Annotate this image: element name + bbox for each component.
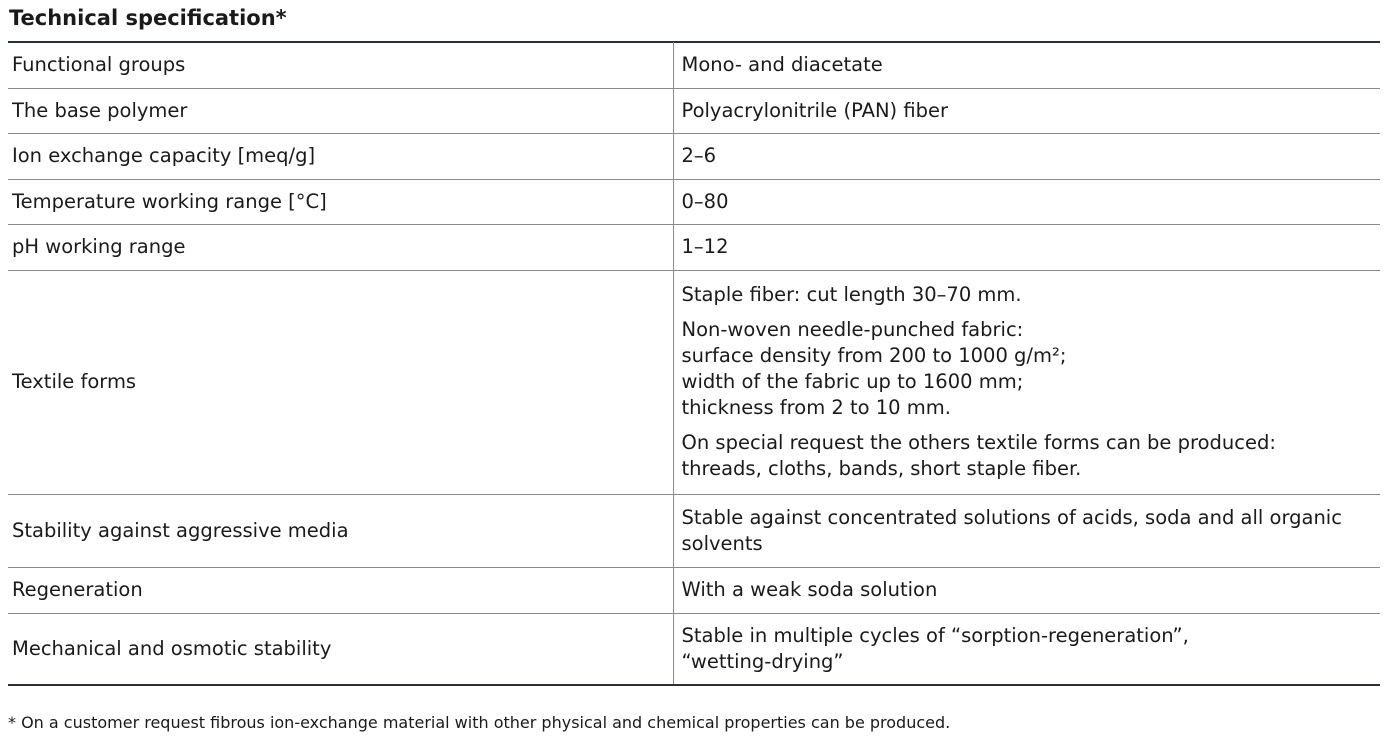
spec-value-paragraph: Stable against concentrated solutions of acids, soda and all organic solvents — [681, 505, 1342, 555]
spec-value-paragraph: With a weak soda solution — [681, 578, 938, 601]
page-title: Technical specification* — [9, 6, 287, 30]
spec-value — [673, 270, 1380, 494]
spec-label: Textile forms — [8, 270, 673, 494]
spec-label: Mechanical and osmotic stability — [12, 637, 332, 661]
spec-value — [673, 494, 1380, 567]
spec-value — [673, 88, 1380, 133]
spec-label: Stability against aggressive media — [8, 494, 673, 567]
table-row — [8, 42, 1380, 88]
spec-value — [673, 179, 1380, 224]
table-row — [8, 224, 1380, 270]
spec-value-paragraph: Staple fiber: cut length 30–70 mm. — [681, 283, 1022, 306]
table-row — [8, 133, 1380, 179]
spec-value-paragraph: 2–6 — [681, 144, 717, 167]
spec-value — [673, 613, 1380, 685]
spec-label: Functional groups — [8, 42, 673, 88]
table-bottom-rule — [8, 684, 1380, 686]
table-row — [8, 567, 1380, 613]
table-row — [8, 494, 1380, 567]
spec-value-paragraph: Polyacrylonitrile (PAN) fiber — [681, 98, 949, 122]
spec-label: Ion exchange capacity [meq/g] — [8, 133, 673, 179]
table-row — [8, 270, 1380, 494]
spec-value-paragraph: 0–80 — [681, 189, 729, 213]
spec-value — [673, 224, 1380, 270]
spec-table — [8, 42, 1380, 685]
spec-value-paragraph: Mono- and diacetate — [681, 52, 883, 76]
spec-label: pH working range — [8, 224, 673, 270]
table-row — [8, 179, 1380, 224]
spec-label: The base polymer — [8, 88, 673, 133]
spec-value — [673, 567, 1380, 613]
spec-value-paragraph: Stable in multiple cycles of “sorption-regeneration”, “wetting-drying” — [681, 624, 1189, 674]
spec-value-paragraph: On special request the others textile forms can be produced: threads, cloths, bands, short staple fiber. — [681, 431, 1276, 480]
spec-value — [673, 133, 1380, 179]
spec-label: Regeneration — [8, 567, 673, 613]
footnote: * On a customer request fibrous ion-exchange material with other physical and chemical properties can be produced. — [8, 713, 951, 732]
spec-label: Temperature working range [°C] — [8, 179, 673, 224]
table-row — [8, 88, 1380, 133]
table-row — [8, 613, 1380, 685]
spec-value-paragraph: 1–12 — [681, 235, 729, 258]
spec-value — [673, 42, 1380, 88]
spec-value-paragraph: Non-woven needle-punched fabric: surface density from 200 to 1000 g/m²; width of the fabric up to 1600 mm; thickness from 2 to 10 mm. — [681, 318, 1067, 419]
